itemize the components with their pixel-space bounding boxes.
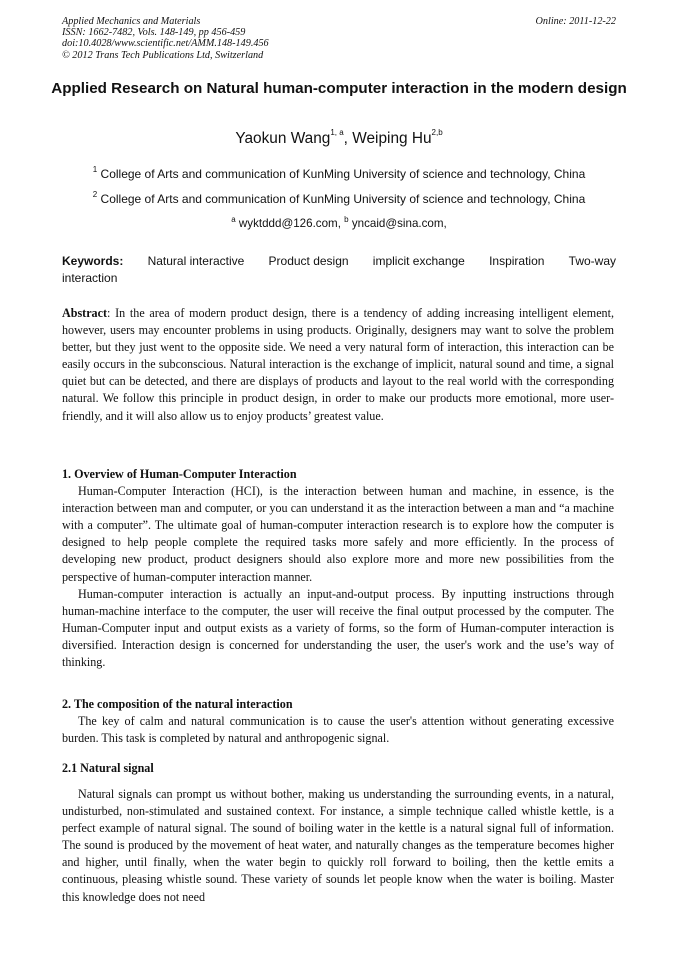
keyword-1: Natural interactive bbox=[147, 254, 245, 268]
section-2-1-heading-block bbox=[62, 760, 614, 777]
keyword-5-part-1: Two-way bbox=[568, 254, 616, 268]
affiliation-2-text: College of Arts and communication of KunMing University of science and technology, China bbox=[100, 192, 586, 206]
section-2-1-heading: 2.1 Natural signal bbox=[62, 761, 154, 775]
email-b-mark: b bbox=[344, 215, 349, 224]
section-1-heading: 1. Overview of Human-Computer Interaction bbox=[62, 467, 297, 481]
issn-line: ISSN: 1662-7482, Vols. 148-149, pp 456-459 bbox=[62, 27, 246, 39]
author-separator: , bbox=[343, 130, 353, 147]
author-1: Yaokun Wang bbox=[235, 130, 331, 147]
author-2: Weiping Hu bbox=[352, 130, 432, 147]
section-2-1 bbox=[62, 786, 614, 906]
keyword-4: Inspiration bbox=[489, 254, 545, 268]
email-a-mark: a bbox=[231, 215, 236, 224]
section-1-paragraph-1: Human-Computer Interaction (HCI), is the interaction between human and machine, in essence, is the interaction between man and computer, or you can understand it as the interaction between a man and “a machine with a computer”. The ultimate goal of human-computer interaction research is to explore how the computer is designed to help people complete the required tasks more safely and more efficiently. In the process of developing new product, product designers should also explore more and more new possibilities from the perspective of human-computer interaction manner. bbox=[62, 484, 614, 584]
author-line bbox=[0, 130, 678, 148]
journal-header bbox=[62, 16, 616, 61]
section-2-1-paragraph-1: Natural signals can prompt us without bother, making us understanding the surrounding events, in a natural, undisturbed, non-stimulated and sustained context. For instance, a simple technique called whistle kettle, is a perfect example of natural signal. The sound of boiling water in the kettle is a natural signal full of information. The sound is produced by the movement of heat water, and naturally changes as the temperature becomes higher and higher, until finally, when the water begin to quickly roll forward to boiling, then the kettle emits a continuous, pleasing whistle sound. These variety of sounds let people know when the water is boiling. Master this knowledge does not need bbox=[62, 787, 614, 904]
doi-line: doi:10.4028/www.scientific.net/AMM.148-149.456 bbox=[62, 38, 269, 50]
abstract bbox=[62, 305, 614, 425]
section-2-paragraph-1: The key of calm and natural communication is to cause the user's attention without generating excessive burden. This task is completed by natural and anthropogenic signal. bbox=[62, 714, 614, 746]
author-1-affiliation-mark: 1, a bbox=[330, 128, 344, 137]
author-emails bbox=[0, 217, 678, 230]
paper-title: Applied Research on Natural human-computer interaction in the modern design bbox=[51, 80, 627, 97]
affiliation-2-mark: 2 bbox=[92, 190, 98, 199]
keywords-block bbox=[62, 253, 616, 287]
author-2-affiliation-mark: 2,b bbox=[431, 128, 443, 137]
keyword-2: Product design bbox=[268, 254, 349, 268]
affiliation-1 bbox=[0, 167, 678, 181]
affiliation-1-mark: 1 bbox=[92, 165, 98, 174]
abstract-label: Abstract bbox=[62, 306, 108, 320]
keyword-5-part-2: interaction bbox=[62, 271, 118, 285]
copyright-line: © 2012 Trans Tech Publications Ltd, Switzerland bbox=[62, 49, 264, 61]
section-1-paragraph-2: Human-computer interaction is actually an input-and-output process. By inputting instructions through human-machine interface to the computer, the user will receive the final output processed by the computer. The Human-Computer input and output exists as a variety of forms, so the form of Human-computer interaction is diversified. Interaction design is concerned for understanding the user, the user's work and the use’s way of thinking. bbox=[62, 586, 614, 670]
email-a[interactable]: wyktddd@126.com, bbox=[238, 217, 341, 230]
section-1 bbox=[62, 466, 614, 671]
section-2-heading: 2. The composition of the natural interaction bbox=[62, 697, 293, 711]
journal-name: Applied Mechanics and Materials bbox=[62, 16, 201, 27]
affiliation-1-text: College of Arts and communication of KunMing University of science and technology, China bbox=[100, 167, 586, 181]
abstract-text: : In the area of modern product design, there is a tendency of adding increasing intelligent element, however, users may encounter problems in using products. Originally, designers may want to solve the problem better, but they just went to the opposite side. We need a very natural form of interaction, this interaction can be easily occurs in the subconscious. Natural interaction is the exchange of implicit, natural sound and time, a signal quiet but can be detected, and there are displays of products and layout to the real world with the corresponding natural. We follow this principle in product design, in order to make our products more emotional, more user-friendly, and it will also allow us to enjoy products’ greatest value. bbox=[62, 306, 614, 423]
keywords-label: Keywords: bbox=[62, 254, 124, 268]
section-2 bbox=[62, 696, 614, 747]
email-b[interactable]: yncaid@sina.com, bbox=[351, 217, 447, 230]
affiliation-2 bbox=[0, 192, 678, 206]
online-date: Online: 2011-12-22 bbox=[535, 16, 616, 27]
keyword-3: implicit exchange bbox=[372, 254, 465, 268]
